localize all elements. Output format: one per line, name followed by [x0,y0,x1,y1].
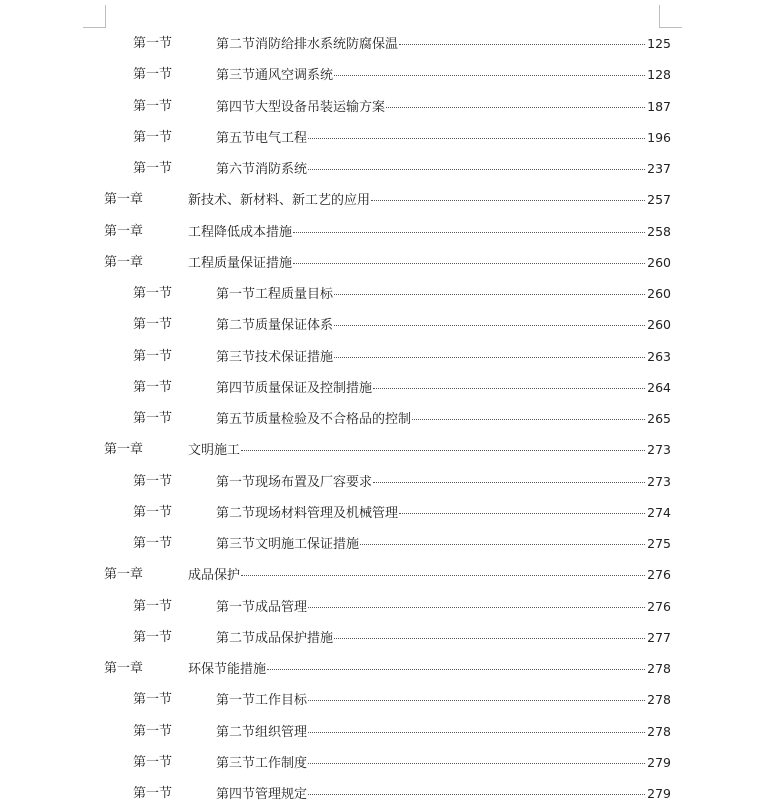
toc-entry-number: 第一节 [133,754,173,770]
toc-dot-leader [334,294,645,295]
toc-page-number: 265 [647,411,671,426]
toc-entry-line [188,434,671,466]
toc-chapter-row[interactable] [0,216,780,247]
toc-entry-title[interactable]: 第一节工程质量目标 [216,287,334,302]
toc-page-number: 274 [647,504,671,520]
toc-entry-title[interactable]: 第一节现场布置及厂容要求 [216,474,373,490]
toc-dot-leader [241,575,645,576]
table-of-contents [0,28,780,809]
toc-section-row[interactable] [0,747,780,778]
toc-page-number: 278 [647,723,671,739]
toc-dot-leader [334,357,645,358]
toc-section-row[interactable] [0,59,780,90]
toc-entry-title[interactable]: 第四节大型设备吊装运输方案 [216,99,386,115]
toc-page-number: 263 [647,348,671,364]
toc-section-row[interactable] [0,91,780,122]
toc-entry-line [216,528,671,560]
toc-entry-number: 第一节 [133,161,173,176]
toc-entry-line [216,122,671,154]
toc-dot-leader [334,325,645,326]
toc-dot-leader [371,200,645,201]
toc-entry-line [216,716,671,748]
toc-section-row[interactable] [0,403,780,434]
toc-section-row[interactable] [0,497,780,528]
toc-entry-title[interactable]: 第三节通风空调系统 [216,68,334,84]
toc-section-row[interactable] [0,372,780,403]
toc-page-number: 276 [647,567,671,583]
toc-section-row[interactable] [0,716,780,747]
toc-dot-leader [412,419,645,420]
page-margin-corner-mark-right [659,5,682,28]
toc-entry-number: 第一节 [133,129,173,145]
toc-section-row[interactable] [0,622,780,653]
toc-section-row[interactable] [0,684,780,715]
toc-page-number: 278 [647,661,671,676]
toc-entry-line [216,372,671,404]
toc-section-row[interactable] [0,28,780,59]
toc-page-number: 279 [647,786,671,801]
toc-section-row[interactable] [0,122,780,153]
toc-entry-line [216,591,671,623]
toc-entry-number: 第一节 [133,536,173,551]
toc-entry-number: 第一节 [133,786,173,801]
toc-page-number: 264 [647,379,671,395]
toc-entry-number: 第一节 [133,67,173,83]
toc-entry-number: 第一节 [133,348,173,364]
toc-entry-line [216,91,671,123]
toc-dot-leader [373,482,645,483]
toc-entry-number: 第一章 [104,192,144,208]
toc-dot-leader [399,513,645,514]
toc-entry-number: 第一章 [104,254,144,270]
toc-page-number: 260 [647,317,671,333]
toc-page-number: 277 [647,629,671,645]
toc-entry-title[interactable]: 第二节组织管理 [216,724,308,740]
toc-entry-number: 第一节 [133,98,173,114]
toc-dot-leader [241,450,645,451]
toc-entry-number: 第一节 [133,317,173,333]
toc-entry-line [188,653,671,685]
toc-entry-title[interactable]: 成品保护 [188,568,241,584]
toc-dot-leader [360,544,645,545]
toc-dot-leader [386,107,645,108]
toc-page-number: 257 [647,192,671,208]
toc-entry-line [216,278,671,310]
toc-chapter-row[interactable] [0,653,780,684]
toc-entry-title[interactable]: 第二节消防给排水系统防腐保温 [216,37,399,52]
toc-entry-line [216,497,671,529]
toc-dot-leader [293,232,645,233]
toc-entry-number: 第一节 [133,286,173,301]
toc-entry-title[interactable]: 第二节现场材料管理及机械管理 [216,505,399,521]
toc-chapter-row[interactable] [0,559,780,590]
toc-entry-line [216,466,671,498]
toc-page-number: 279 [647,754,671,770]
toc-entry-title[interactable]: 第四节质量保证及控制措施 [216,380,373,396]
toc-entry-number: 第一章 [104,223,144,239]
toc-entry-title[interactable]: 环保节能措施 [188,662,267,677]
toc-dot-leader [308,700,645,701]
toc-page-number: 275 [647,536,671,551]
toc-page-number: 128 [647,67,671,83]
toc-entry-line [216,59,671,91]
toc-entry-title[interactable]: 文明施工 [188,443,241,459]
toc-entry-title[interactable]: 工程质量保证措施 [188,255,293,271]
toc-page-number: 258 [647,223,671,239]
toc-section-row[interactable] [0,278,780,309]
toc-chapter-row[interactable] [0,434,780,465]
toc-entry-line [216,684,671,716]
toc-entry-number: 第一章 [104,442,144,458]
toc-entry-line [188,184,671,216]
toc-entry-title[interactable]: 第三节工作制度 [216,755,308,771]
toc-entry-number: 第一节 [133,723,173,739]
toc-entry-title[interactable]: 第四节管理规定 [216,787,308,802]
toc-entry-number: 第一节 [133,629,173,645]
toc-page-number: 260 [647,286,671,301]
toc-entry-line [188,247,671,279]
toc-dot-leader [334,638,645,639]
toc-dot-leader [399,44,645,45]
toc-entry-title[interactable]: 第三节技术保证措施 [216,349,334,365]
toc-page-number: 260 [647,254,671,270]
toc-section-row[interactable] [0,528,780,559]
toc-entry-line [188,216,671,248]
toc-page-number: 187 [647,98,671,114]
toc-dot-leader [267,669,645,670]
toc-page-number: 276 [647,598,671,614]
toc-entry-line [216,747,671,779]
toc-entry-title[interactable]: 第二节成品保护措施 [216,630,334,646]
toc-page-number: 273 [647,473,671,489]
toc-entry-number: 第一节 [133,692,173,708]
toc-dot-leader [308,607,645,608]
toc-entry-number: 第一节 [133,473,173,489]
toc-page-number: 125 [647,36,671,51]
toc-entry-line [216,622,671,654]
toc-entry-title[interactable]: 新技术、新材料、新工艺的应用 [188,193,371,209]
toc-entry-line [216,28,671,60]
toc-dot-leader [308,794,645,795]
toc-section-row[interactable] [0,341,780,372]
toc-entry-line [188,559,671,591]
toc-entry-number: 第一节 [133,504,173,520]
toc-page-number: 278 [647,692,671,708]
toc-section-row[interactable] [0,153,780,184]
toc-entry-line [216,153,671,185]
page-margin-corner-mark-left [83,5,106,28]
toc-entry-line [216,403,671,435]
toc-entry-line [216,341,671,373]
toc-section-row[interactable] [0,466,780,497]
toc-dot-leader [308,169,645,170]
toc-entry-title[interactable]: 第五节质量检验及不合格品的控制 [216,412,412,427]
toc-entry-title[interactable]: 第一节工作目标 [216,693,308,709]
toc-entry-number: 第一节 [133,36,173,51]
toc-entry-number: 第一章 [104,567,144,583]
toc-page-number: 273 [647,442,671,458]
toc-page-number: 196 [647,129,671,145]
toc-entry-title[interactable]: 第五节电气工程 [216,130,308,146]
toc-page-number: 237 [647,161,671,176]
toc-entry-title[interactable]: 第六节消防系统 [216,162,308,177]
toc-entry-number: 第一节 [133,411,173,426]
toc-dot-leader [308,732,645,733]
toc-entry-line [216,778,671,810]
toc-entry-number: 第一章 [104,661,144,676]
toc-section-row[interactable] [0,778,780,809]
toc-entry-title[interactable]: 第三节文明施工保证措施 [216,537,360,552]
toc-entry-line [216,309,671,341]
toc-dot-leader [308,138,645,139]
toc-entry-title[interactable]: 第一节成品管理 [216,599,308,615]
toc-entry-title[interactable]: 第二节质量保证体系 [216,318,334,334]
toc-section-row[interactable] [0,309,780,340]
toc-entry-number: 第一节 [133,379,173,395]
toc-chapter-row[interactable] [0,247,780,278]
toc-section-row[interactable] [0,591,780,622]
toc-dot-leader [308,763,645,764]
toc-entry-number: 第一节 [133,598,173,614]
toc-entry-title[interactable]: 工程降低成本措施 [188,224,293,240]
toc-chapter-row[interactable] [0,184,780,215]
toc-dot-leader [334,75,645,76]
toc-dot-leader [373,388,645,389]
toc-dot-leader [293,263,645,264]
